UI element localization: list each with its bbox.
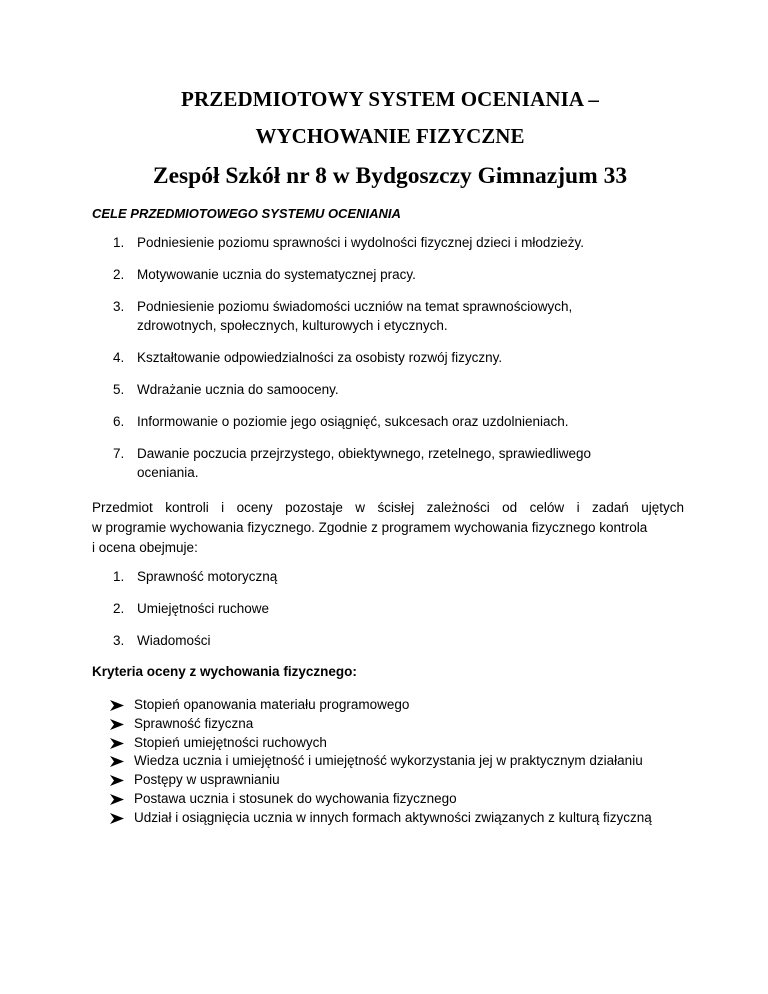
arrow-bullet-icon xyxy=(110,775,124,786)
scope-number: 2. xyxy=(113,601,125,616)
goals-heading: CELE PRZEDMIOTOWEGO SYSTEMU OCENIANIA xyxy=(92,206,401,221)
paragraph-line: w programie wychowania fizycznego. Zgodnie z programem wychowania fizycznego kontrola xyxy=(92,520,648,535)
goal-item-7 xyxy=(113,444,591,482)
title-line-1: PRZEDMIOTOWY SYSTEM OCENIANIA – xyxy=(181,87,599,111)
criteria-text: Wiedza ucznia i umiejętność i umiejętność wykorzystania jej w praktycznym działaniu xyxy=(134,753,643,769)
scope-number: 3. xyxy=(113,633,125,648)
arrow-bullet-icon xyxy=(110,719,124,730)
goal-number: 3. xyxy=(113,299,125,314)
goal-number: 1. xyxy=(113,235,125,250)
goal-item-3 xyxy=(113,297,572,335)
arrow-bullet-icon xyxy=(110,700,124,711)
title-line-2: WYCHOWANIE FIZYCZNE xyxy=(255,124,525,148)
arrow-bullet-icon xyxy=(110,813,124,824)
goal-number: 5. xyxy=(113,382,125,397)
title-line-3: Zespół Szkół nr 8 w Bydgoszczy Gimnazjum 33 xyxy=(152,163,628,189)
goal-number: 2. xyxy=(113,267,125,282)
scope-text: Sprawność motoryczną xyxy=(137,569,278,584)
criteria-text: Stopień opanowania materiału programowego xyxy=(134,697,410,712)
goal-text: Informowanie o poziomie jego osiągnięć, sukcesach oraz uzdolnieniach. xyxy=(137,414,569,429)
criteria-text: Postępy w usprawnianiu xyxy=(134,772,280,788)
goal-text: Dawanie poczucia przejrzystego, obiektywnego, rzetelnego, sprawiedliwego xyxy=(137,446,591,461)
goal-text: Kształtowanie odpowiedzialności za osobisty rozwój fizyczny. xyxy=(137,350,503,365)
criteria-text: Udział i osiągnięcia ucznia w innych formach aktywności związanych z kulturą fizyczną xyxy=(134,809,652,825)
goal-number: 7. xyxy=(113,446,125,461)
paragraph-line: i ocena obejmuje: xyxy=(92,540,198,555)
criteria-text: Postawa ucznia i stosunek do wychowania fizycznego xyxy=(134,790,457,806)
goal-text-continued: zdrowotnych, społecznych, kulturowych i etycznych. xyxy=(137,318,448,333)
arrow-bullet-icon xyxy=(110,794,124,805)
paragraph-line: Przedmiot kontroli i oceny pozostaje w ścisłej zależności od celów i zadań ujętych xyxy=(92,500,684,515)
goal-text: Wdrażanie ucznia do samooceny. xyxy=(137,382,339,397)
goal-text-continued: oceniania. xyxy=(137,465,199,480)
goal-item-2 xyxy=(113,265,416,284)
goal-text: Motywowanie ucznia do systematycznej pracy. xyxy=(137,267,416,282)
criteria-text: Stopień umiejętności ruchowych xyxy=(134,734,327,750)
scope-item-2 xyxy=(113,599,269,618)
scope-paragraph xyxy=(92,498,684,558)
goal-number: 6. xyxy=(113,414,125,429)
arrow-bullet-icon xyxy=(110,738,124,749)
goal-number: 4. xyxy=(113,350,125,365)
scope-number: 1. xyxy=(113,569,125,584)
criteria-text: Sprawność fizyczna xyxy=(134,715,254,731)
arrow-bullet-icon xyxy=(110,756,124,767)
goal-item-5 xyxy=(113,380,339,399)
goal-item-4 xyxy=(113,348,502,367)
goal-text: Podniesienie poziomu świadomości uczniów na temat sprawnościowych, xyxy=(137,299,573,314)
goal-item-6 xyxy=(113,412,569,431)
goal-item-1 xyxy=(113,233,584,252)
scope-text: Wiadomości xyxy=(137,633,211,648)
scope-item-1 xyxy=(113,567,277,586)
scope-text: Umiejętności ruchowe xyxy=(137,601,270,616)
criteria-heading: Kryteria oceny z wychowania fizycznego: xyxy=(92,664,357,679)
goal-text: Podniesienie poziomu sprawności i wydolności fizycznej dzieci i młodzieży. xyxy=(137,235,584,250)
scope-item-3 xyxy=(113,631,211,650)
